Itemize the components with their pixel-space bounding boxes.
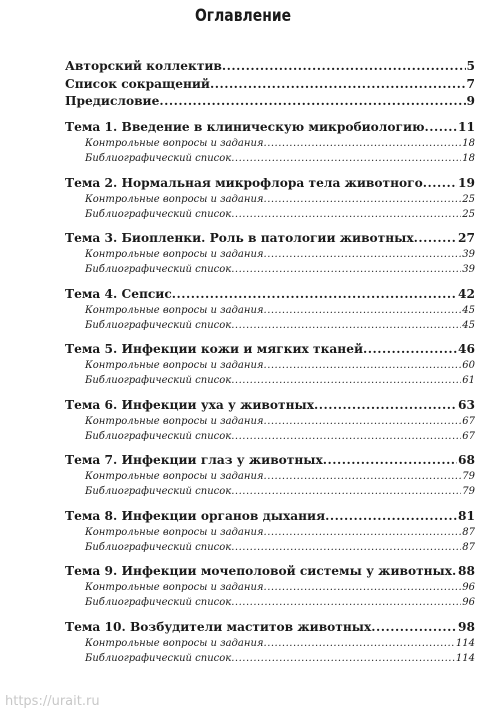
chapter-block	[65, 619, 475, 666]
dot-leader	[363, 341, 457, 358]
toc-entry-page: 68	[458, 453, 475, 467]
toc-entry-page: 11	[458, 120, 475, 134]
dot-leader	[231, 540, 461, 555]
toc-entry-chapter[interactable]	[65, 175, 475, 192]
chapter-block	[65, 452, 475, 499]
toc-entry-page: 87	[462, 541, 475, 553]
dot-leader	[231, 373, 461, 388]
dot-leader	[264, 136, 462, 151]
toc-entry-subsection[interactable]	[65, 540, 475, 555]
toc-entry-page: 25	[462, 208, 475, 220]
toc-entry-title: Библиографический список	[85, 264, 232, 275]
toc-entry-page: 60	[462, 360, 475, 371]
toc-entry-title: Библиографический список	[85, 208, 232, 220]
chapter-block	[65, 563, 475, 610]
toc-entry-page: 96	[462, 597, 475, 608]
toc-entry-page: 96	[462, 582, 475, 593]
dot-leader	[314, 397, 457, 414]
toc-entry-chapter[interactable]	[65, 341, 475, 358]
toc-entry-title: Тема 5. Инфекции кожи и мягких тканей	[65, 342, 363, 356]
toc-entry-subsection[interactable]	[65, 414, 475, 429]
dot-leader	[264, 580, 462, 595]
dot-leader	[264, 247, 462, 262]
dot-leader	[172, 286, 457, 303]
dot-leader	[210, 76, 466, 94]
dot-leader	[264, 358, 462, 373]
chapter-block	[65, 341, 475, 388]
dot-leader	[423, 175, 457, 192]
dot-leader	[264, 192, 462, 207]
toc-entry-abbreviations[interactable]	[65, 76, 475, 94]
dot-leader	[323, 452, 457, 469]
toc-entry-page: 61	[462, 375, 475, 386]
toc-entry-chapter[interactable]	[65, 286, 475, 303]
toc-entry-page: 46	[458, 342, 475, 356]
toc-entry-page: 19	[458, 175, 475, 190]
toc-entry-chapter[interactable]	[65, 397, 475, 414]
toc-entry-title: Контрольные вопросы и задания	[85, 637, 264, 649]
toc-entry-page: 98	[458, 619, 475, 634]
toc-entry-page: 87	[462, 526, 475, 538]
toc-entry-page: 42	[458, 286, 475, 301]
dot-leader	[231, 429, 461, 444]
toc-entry-page: 39	[462, 264, 475, 275]
toc-entry-page: 25	[462, 193, 475, 205]
toc-entry-subsection[interactable]	[65, 429, 475, 444]
toc-entry-page: 63	[458, 397, 475, 412]
toc-entry-page: 114	[455, 652, 475, 664]
toc-entry-subsection[interactable]	[65, 247, 475, 262]
toc-entry-page: 88	[458, 564, 475, 578]
toc-entry-subsection[interactable]	[65, 525, 475, 540]
toc-entry-subsection[interactable]	[65, 262, 475, 277]
toc-entry-page: 39	[462, 249, 475, 260]
toc-entry-title: Библиографический список	[85, 375, 232, 386]
toc-entry-subsection[interactable]	[65, 636, 475, 651]
page-title: Оглавление	[194, 6, 292, 26]
toc-entry-page: 18	[462, 153, 475, 164]
toc-entry-title: Предисловие	[65, 94, 160, 108]
table-of-contents	[65, 58, 475, 666]
toc-entry-subsection[interactable]	[65, 373, 475, 388]
toc-entry-subsection[interactable]	[65, 595, 475, 610]
toc-entry-subsection[interactable]	[65, 303, 475, 318]
chapter-block	[65, 119, 475, 166]
toc-entry-title: Библиографический список	[85, 430, 232, 442]
toc-entry-page: 79	[462, 486, 475, 497]
toc-entry-title: Библиографический список	[85, 486, 232, 497]
chapter-block	[65, 286, 475, 333]
toc-entry-chapter[interactable]	[65, 563, 475, 580]
dot-leader	[264, 303, 462, 318]
toc-entry-page: 9	[466, 94, 475, 108]
toc-entry-chapter[interactable]	[65, 452, 475, 469]
toc-entry-title: Контрольные вопросы и задания	[85, 471, 264, 482]
toc-entry-title: Тема 7. Инфекции глаз у животных	[65, 453, 323, 467]
dot-leader	[264, 414, 462, 429]
toc-entry-title: Авторский коллектив	[65, 59, 222, 73]
toc-entry-title: Контрольные вопросы и задания	[85, 249, 264, 260]
toc-entry-page: 81	[458, 508, 475, 523]
toc-entry-title: Контрольные вопросы и задания	[85, 193, 264, 205]
toc-entry-title: Контрольные вопросы и задания	[85, 304, 264, 316]
toc-entry-preface[interactable]	[65, 93, 475, 111]
toc-entry-subsection[interactable]	[65, 358, 475, 373]
chapter-block	[65, 175, 475, 222]
toc-entry-title: Библиографический список	[85, 541, 232, 553]
toc-entry-subsection[interactable]	[65, 151, 475, 166]
toc-entry-title: Библиографический список	[85, 597, 232, 608]
toc-entry-title: Список сокращений	[65, 76, 210, 91]
toc-entry-page: 45	[462, 319, 475, 331]
toc-entry-subsection[interactable]	[65, 192, 475, 207]
dot-leader	[325, 508, 457, 525]
toc-entry-title: Тема 9. Инфекции мочеполовой системы у животных	[65, 564, 453, 578]
toc-entry-title: Библиографический список	[85, 319, 232, 331]
toc-entry-page: 114	[455, 637, 475, 649]
toc-entry-chapter[interactable]	[65, 119, 475, 136]
dot-leader	[264, 469, 462, 484]
toc-entry-subsection[interactable]	[65, 136, 475, 151]
toc-entry-subsection[interactable]	[65, 651, 475, 666]
dot-leader	[159, 93, 465, 111]
toc-entry-title: Тема 4. Сепсис	[65, 286, 172, 301]
toc-entry-subsection[interactable]	[65, 484, 475, 499]
toc-entry-title: Контрольные вопросы и задания	[85, 138, 264, 149]
toc-entry-title: Библиографический список	[85, 652, 232, 664]
toc-entry-title: Контрольные вопросы и задания	[85, 415, 264, 427]
dot-leader	[425, 119, 458, 136]
toc-entry-chapter[interactable]	[65, 230, 475, 247]
toc-entry-page: 27	[458, 231, 475, 245]
dot-leader	[231, 651, 455, 666]
toc-entry-title: Библиографический список	[85, 153, 232, 164]
toc-entry-subsection[interactable]	[65, 580, 475, 595]
toc-entry-title: Тема 3. Биопленки. Роль в патологии животных	[65, 231, 414, 245]
toc-entry-page: 45	[462, 304, 475, 316]
toc-entry-subsection[interactable]	[65, 318, 475, 333]
dot-leader	[231, 595, 461, 610]
toc-entry-title: Контрольные вопросы и задания	[85, 526, 264, 538]
dot-leader	[231, 318, 461, 333]
toc-entry-authors[interactable]	[65, 58, 475, 76]
chapter-block	[65, 230, 475, 277]
toc-entry-page: 67	[462, 430, 475, 442]
dot-leader	[264, 636, 455, 651]
toc-entry-subsection[interactable]	[65, 207, 475, 222]
dot-leader	[222, 58, 466, 76]
watermark: https://urait.ru	[5, 694, 100, 709]
toc-entry-page: 79	[462, 471, 475, 482]
toc-entry-title: Контрольные вопросы и задания	[85, 360, 264, 371]
toc-entry-page: 67	[462, 415, 475, 427]
toc-entry-chapter[interactable]	[65, 619, 475, 636]
dot-leader	[371, 619, 457, 636]
toc-entry-title: Тема 1. Введение в клиническую микробиологию	[65, 120, 425, 134]
toc-entry-title: Тема 6. Инфекции уха у животных	[65, 397, 314, 412]
toc-entry-page: 5	[466, 59, 475, 73]
toc-entry-title: Контрольные вопросы и задания	[85, 582, 264, 593]
dot-leader	[264, 525, 462, 540]
toc-entry-page: 18	[462, 138, 475, 149]
toc-entry-title: Тема 8. Инфекции органов дыхания	[65, 508, 326, 523]
toc-entry-title: Тема 2. Нормальная микрофлора тела животного	[65, 175, 423, 190]
dot-leader	[231, 151, 461, 166]
toc-entry-chapter[interactable]	[65, 508, 475, 525]
chapter-block	[65, 397, 475, 444]
dot-leader	[231, 262, 461, 277]
chapter-block	[65, 508, 475, 555]
toc-entry-subsection[interactable]	[65, 469, 475, 484]
dot-leader	[231, 207, 461, 222]
chapter-list	[65, 119, 475, 666]
toc-entry-page: 7	[466, 76, 475, 91]
dot-leader	[414, 230, 457, 247]
dot-leader	[231, 484, 461, 499]
toc-entry-title: Тема 10. Возбудители маститов животных	[65, 619, 372, 634]
